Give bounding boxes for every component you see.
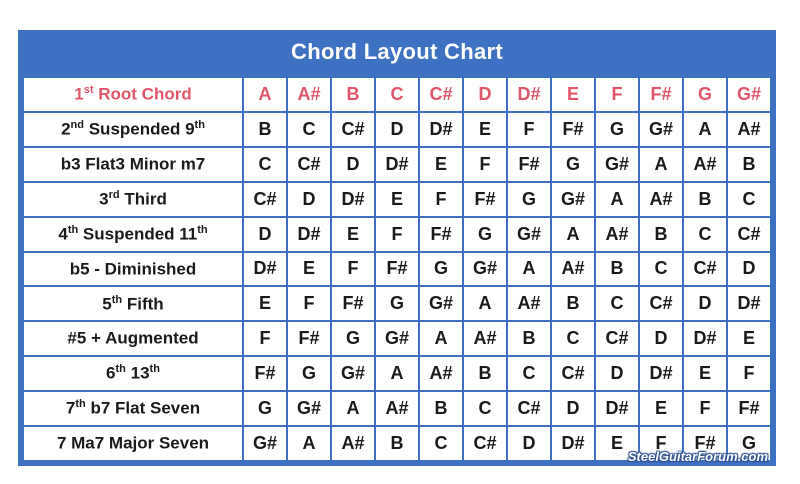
table-row — [23, 321, 771, 356]
label-text: Suspended 9 — [84, 119, 195, 139]
note-cell: A# — [551, 252, 595, 287]
note-cell: F# — [551, 112, 595, 147]
note-cell: D# — [243, 252, 287, 287]
note-cell: F — [507, 112, 551, 147]
note-cell: D — [639, 321, 683, 356]
note-cell: F — [463, 147, 507, 182]
note-cell: G# — [639, 112, 683, 147]
label-superscript: th — [115, 363, 126, 376]
note-cell: F# — [683, 426, 727, 461]
table-row — [23, 112, 771, 147]
note-cell: D — [551, 391, 595, 426]
note-cell: A — [551, 217, 595, 252]
note-cell: G — [419, 252, 463, 287]
label-text: 5 — [102, 294, 112, 314]
note-cell: G# — [375, 321, 419, 356]
chord-chart-frame — [18, 30, 776, 466]
note-cell: E — [375, 182, 419, 217]
note-cell: C# — [683, 252, 727, 287]
label-text: Third — [119, 189, 167, 209]
note-cell: D# — [683, 321, 727, 356]
chord-interval-label — [23, 356, 243, 391]
note-cell: B — [419, 391, 463, 426]
label-text: 13 — [125, 364, 150, 384]
note-cell: E — [639, 391, 683, 426]
note-cell: F — [683, 391, 727, 426]
note-cell: F — [331, 252, 375, 287]
note-cell: F — [243, 321, 287, 356]
note-cell: F# — [243, 356, 287, 391]
note-cell: A# — [463, 321, 507, 356]
note-cell: G# — [463, 252, 507, 287]
label-text: 1 — [74, 84, 84, 104]
note-cell: D — [595, 356, 639, 391]
chord-interval-label — [23, 182, 243, 217]
chord-interval-label — [23, 391, 243, 426]
label-text: 3 — [99, 189, 109, 209]
note-cell: G# — [419, 286, 463, 321]
note-cell: E — [727, 321, 771, 356]
label-text: 2 — [61, 119, 71, 139]
note-cell: D# — [375, 147, 419, 182]
table-row — [23, 391, 771, 426]
note-cell: D# — [331, 182, 375, 217]
note-cell: G — [243, 391, 287, 426]
note-cell: B — [507, 321, 551, 356]
note-cell: B — [551, 286, 595, 321]
note-cell: D — [243, 217, 287, 252]
note-cell: B — [463, 356, 507, 391]
watermark: SteelGuitarForum.com — [627, 449, 768, 464]
note-cell: A# — [639, 182, 683, 217]
table-row — [23, 182, 771, 217]
note-cell: C# — [243, 182, 287, 217]
note-cell: G — [551, 147, 595, 182]
note-cell: C — [595, 286, 639, 321]
note-cell: G — [463, 217, 507, 252]
label-text: Root Chord — [93, 84, 192, 104]
root-note-cell: G# — [727, 77, 771, 112]
note-cell: E — [463, 112, 507, 147]
note-cell: A — [639, 147, 683, 182]
note-cell: C — [683, 217, 727, 252]
note-cell: A — [463, 286, 507, 321]
note-cell: C — [507, 356, 551, 391]
note-cell: B — [727, 147, 771, 182]
note-cell: G# — [287, 391, 331, 426]
note-cell: D — [727, 252, 771, 287]
note-cell: F — [419, 182, 463, 217]
root-note-cell: C# — [419, 77, 463, 112]
label-text: b7 Flat Seven — [85, 398, 201, 418]
table-row — [23, 252, 771, 287]
note-cell: E — [595, 426, 639, 461]
note-cell: A# — [507, 286, 551, 321]
note-cell: D# — [639, 356, 683, 391]
note-cell: C# — [595, 321, 639, 356]
chord-interval-label — [23, 286, 243, 321]
note-cell: C — [243, 147, 287, 182]
chart-title: Chord Layout Chart — [291, 39, 503, 64]
chord-interval-label — [23, 252, 243, 287]
root-chord-label — [23, 77, 243, 112]
note-cell: B — [683, 182, 727, 217]
table-row — [23, 286, 771, 321]
note-cell: A# — [375, 391, 419, 426]
note-cell: F — [639, 426, 683, 461]
note-cell: G# — [595, 147, 639, 182]
note-cell: D — [287, 182, 331, 217]
label-superscript: th — [149, 363, 160, 376]
chord-interval-label — [23, 217, 243, 252]
note-cell: F# — [507, 147, 551, 182]
label-superscript: rd — [108, 188, 120, 201]
root-note-cell: G — [683, 77, 727, 112]
note-cell: A# — [727, 112, 771, 147]
note-cell: F# — [463, 182, 507, 217]
note-cell: B — [595, 252, 639, 287]
note-cell: E — [419, 147, 463, 182]
note-cell: A# — [683, 147, 727, 182]
note-cell: C# — [463, 426, 507, 461]
note-cell: G# — [243, 426, 287, 461]
note-cell: A# — [419, 356, 463, 391]
note-cell: F — [727, 356, 771, 391]
note-cell: C# — [727, 217, 771, 252]
note-cell: C — [463, 391, 507, 426]
label-text: 7 — [65, 398, 76, 418]
root-note-cell: B — [331, 77, 375, 112]
note-cell: F — [287, 286, 331, 321]
note-cell: B — [243, 112, 287, 147]
note-cell: G — [287, 356, 331, 391]
note-cell: D — [507, 426, 551, 461]
note-cell: F# — [375, 252, 419, 287]
note-cell: C# — [287, 147, 331, 182]
table-row — [23, 217, 771, 252]
table-row — [23, 147, 771, 182]
label-superscript: th — [67, 223, 79, 236]
note-cell: C — [287, 112, 331, 147]
root-note-cell: F — [595, 77, 639, 112]
label-superscript: th — [194, 119, 205, 132]
note-cell: B — [639, 217, 683, 252]
note-cell: A# — [595, 217, 639, 252]
note-cell: A — [375, 356, 419, 391]
note-cell: D — [375, 112, 419, 147]
note-cell: E — [683, 356, 727, 391]
chord-interval-label — [23, 147, 243, 182]
chord-interval-label — [23, 112, 243, 147]
chord-table — [22, 76, 772, 462]
label-text: 4 — [58, 224, 68, 244]
note-cell: C# — [507, 391, 551, 426]
label-superscript: th — [111, 293, 123, 306]
label-text: b3 Flat3 Minor m7 — [60, 154, 206, 174]
note-cell: G — [595, 112, 639, 147]
chord-interval-label — [23, 426, 243, 461]
note-cell: A — [683, 112, 727, 147]
note-cell: A — [331, 391, 375, 426]
note-cell: G — [727, 426, 771, 461]
table-row — [23, 356, 771, 391]
root-note-cell: E — [551, 77, 595, 112]
note-cell: D# — [727, 286, 771, 321]
note-cell: F — [375, 217, 419, 252]
root-note-cell: A# — [287, 77, 331, 112]
header-row — [23, 77, 771, 112]
note-cell: F# — [331, 286, 375, 321]
note-cell: C# — [551, 356, 595, 391]
note-cell: D# — [595, 391, 639, 426]
note-cell: A — [507, 252, 551, 287]
note-cell: B — [375, 426, 419, 461]
label-text: Fifth — [122, 294, 164, 314]
note-cell: D# — [419, 112, 463, 147]
label-text: Suspended 11 — [78, 224, 198, 244]
note-cell: C# — [331, 112, 375, 147]
label-text: 6 — [106, 364, 116, 384]
label-text: b5 - Diminished — [69, 259, 197, 279]
table-body — [23, 77, 771, 461]
root-note-cell: D# — [507, 77, 551, 112]
label-superscript: th — [197, 223, 208, 236]
root-note-cell: F# — [639, 77, 683, 112]
note-cell: E — [287, 252, 331, 287]
note-cell: E — [331, 217, 375, 252]
root-note-cell: D — [463, 77, 507, 112]
note-cell: A — [595, 182, 639, 217]
note-cell: F# — [287, 321, 331, 356]
note-cell: C — [551, 321, 595, 356]
label-text: #5 + Augmented — [67, 329, 199, 349]
note-cell: G — [507, 182, 551, 217]
note-cell: G# — [551, 182, 595, 217]
label-text: 7 Ma7 Major Seven — [56, 433, 210, 453]
note-cell: C — [419, 426, 463, 461]
note-cell: G — [331, 321, 375, 356]
note-cell: G# — [331, 356, 375, 391]
root-note-cell: C — [375, 77, 419, 112]
label-superscript: st — [83, 84, 94, 97]
note-cell: F# — [727, 391, 771, 426]
label-superscript: th — [75, 398, 86, 411]
note-cell: D# — [551, 426, 595, 461]
note-cell: G# — [507, 217, 551, 252]
note-cell: G — [375, 286, 419, 321]
note-cell: A — [419, 321, 463, 356]
note-cell: F# — [419, 217, 463, 252]
note-cell: A# — [331, 426, 375, 461]
root-note-cell: A — [243, 77, 287, 112]
note-cell: D# — [287, 217, 331, 252]
note-cell: D — [331, 147, 375, 182]
note-cell: D — [683, 286, 727, 321]
note-cell: A — [287, 426, 331, 461]
note-cell: C# — [639, 286, 683, 321]
chord-interval-label — [23, 321, 243, 356]
label-superscript: nd — [70, 119, 84, 132]
note-cell: C — [639, 252, 683, 287]
note-cell: C — [727, 182, 771, 217]
note-cell: E — [243, 286, 287, 321]
